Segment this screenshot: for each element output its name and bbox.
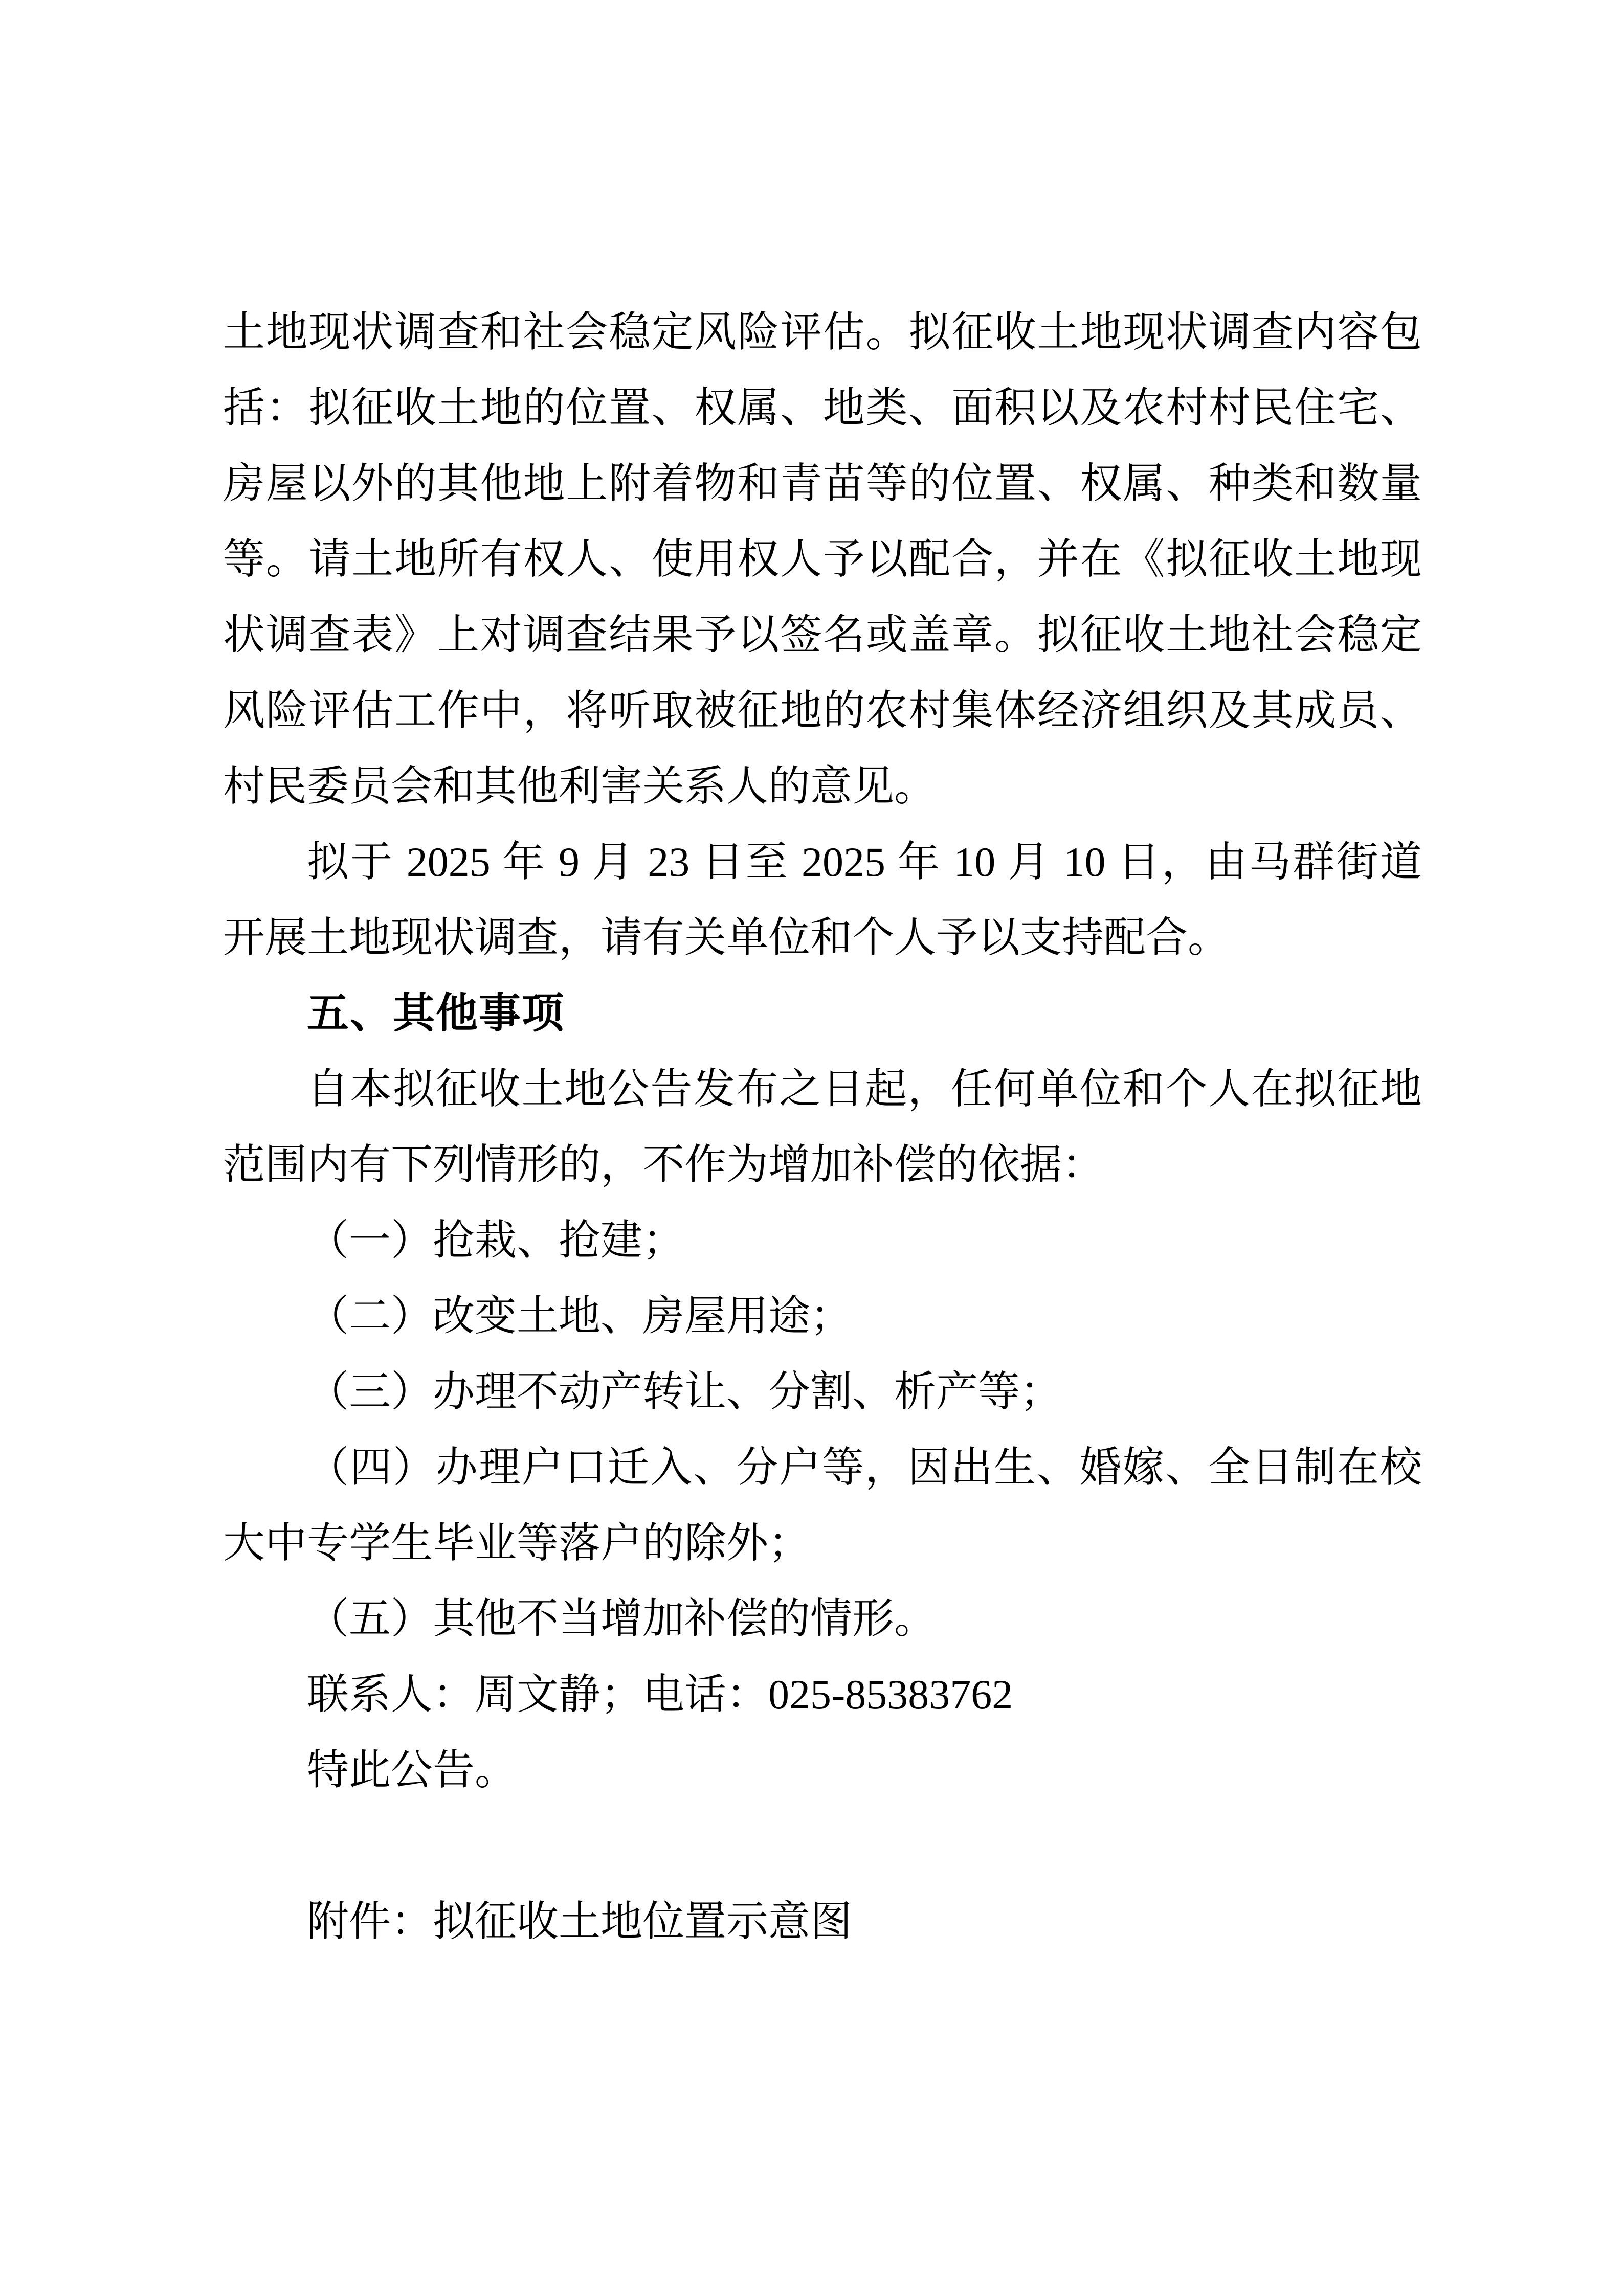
paragraph-other-matters-line-2: 范围内有下列情形的，不作为增加补偿的依据： (223, 1141, 1104, 1188)
contact-line: 联系人：周文静；电话：025-85383762 (307, 1671, 1013, 1718)
paragraph-survey-line-3: 房屋以外的其他地上附着物和青苗等的位置、权属、种类和数量 (223, 460, 1422, 507)
paragraph-survey-line-5: 状调查表》上对调查结果予以签名或盖章。拟征收土地社会稳定 (223, 612, 1422, 658)
paragraph-survey-line-4: 等。请土地所有权人、使用权人予以配合，并在《拟征收土地现 (223, 536, 1422, 582)
attachment-line: 附件：拟征收土地位置示意图 (307, 1898, 853, 1945)
paragraph-schedule-line-1: 拟于 2025 年 9 月 23 日至 2025 年 10 月 10 日，由马群街道 (307, 839, 1422, 885)
list-item-3: （三）办理不动产转让、分割、析产等； (307, 1368, 1062, 1415)
closing-line: 特此公告。 (307, 1747, 517, 1793)
section-heading: 五、其他事项 (307, 990, 565, 1037)
paragraph-survey-line-6: 风险评估工作中，将听取被征地的农村集体经济组织及其成员、 (223, 687, 1422, 734)
paragraph-survey-line-2: 括：拟征收土地的位置、权属、地类、面积以及农村村民住宅、 (223, 385, 1422, 431)
paragraph-survey-line-1: 土地现状调查和社会稳定风险评估。拟征收土地现状调查内容包 (223, 309, 1422, 355)
paragraph-survey-line-7: 村民委员会和其他利害关系人的意见。 (223, 763, 937, 809)
list-item-4: （四）办理户口迁入、分户等，因出生、婚嫁、全日制在校 (307, 1444, 1422, 1491)
list-item-2: （二）改变土地、房屋用途； (307, 1293, 853, 1339)
list-item-5: （五）其他不当增加补偿的情形。 (307, 1595, 937, 1642)
list-item-1: （一）抢栽、抢建； (307, 1217, 685, 1264)
announcement-body (223, 295, 1422, 1960)
paragraph-other-matters-line-1: 自本拟征收土地公告发布之日起，任何单位和个人在拟征地 (307, 1066, 1422, 1112)
list-item-4-continuation: 大中专学生毕业等落户的除外； (223, 1520, 811, 1566)
paragraph-schedule-line-2: 开展土地现状调查，请有关单位和个人予以支持配合。 (223, 914, 1230, 961)
blank-line (223, 1808, 1422, 1884)
